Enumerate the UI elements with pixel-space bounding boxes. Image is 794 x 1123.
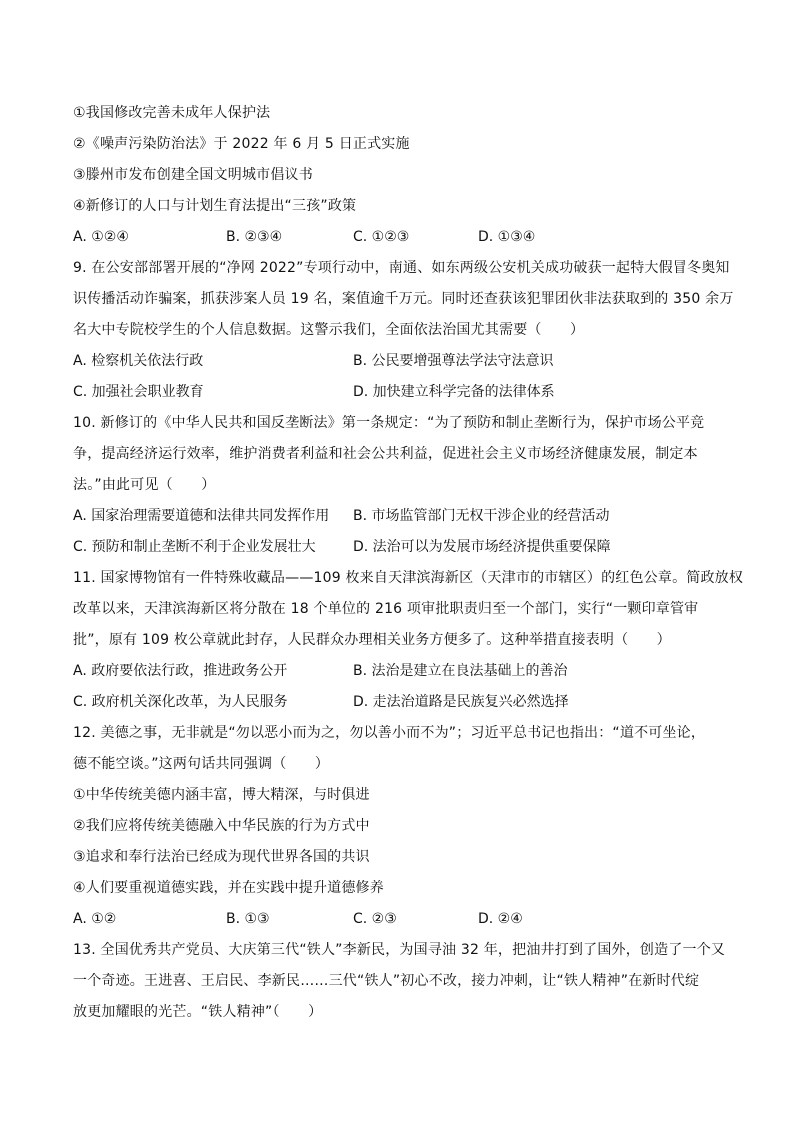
q10-stem-line-1: 10. 新修订的《中华人民共和国反垄断法》第一条规定：“为了预防和制止垄断行为，保护市场公平竞 [73,415,705,431]
q8-option-a: A. ①②④ [73,229,129,245]
q12-option-b: B. ①③ [226,911,270,927]
q8-option-c: C. ①②③ [353,229,410,245]
q12-item-3: ③追求和奉行法治已经成为现代世界各国的共识 [73,849,370,865]
q10-stem-line-3: 法。”由此可见（ ） [73,477,216,493]
q9-stem-line-2: 识传播活动诈骗案，抓获涉案人员 19 名，案值逾千万元。同时还查获该犯罪团伙非法获取到的 350 余万 [73,291,734,307]
q10-option-c: C. 预防和制止垄断不利于企业发展壮大 [73,539,316,555]
q11-option-d: D. 走法治道路是民族复兴必然选择 [353,694,569,710]
q12-option-d: D. ②④ [478,911,523,927]
q11-stem-line-1: 11. 国家博物馆有一件特殊收藏品——109 枚来自天津滨海新区（天津市的市辖区）的红色公章。简政放权 [73,570,744,586]
q12-item-1: ①中华传统美德内涵丰富，博大精深，与时俱进 [73,787,370,803]
q8-item-2: ②《噪声污染防治法》于 2022 年 6 月 5 日正式实施 [73,136,410,152]
q12-option-a: A. ①② [73,911,117,927]
q8-option-d: D. ①③④ [478,229,536,245]
q9-stem-line-1: 9. 在公安部部署开展的“净网 2022”专项行动中，南通、如东两级公安机关成功破获一起特大假冒冬奥知 [73,260,730,276]
q10-option-d: D. 法治可以为发展市场经济提供重要保障 [353,539,611,555]
q12-stem-line-2: 德不能空谈。”这两句话共同强调（ ） [73,756,330,772]
q8-item-4: ④新修订的人口与计划生育法提出“三孩”政策 [73,198,357,214]
q11-stem-line-2: 改革以来，天津滨海新区将分散在 18 个单位的 216 项审批职责归至一个部门，实行“一颗印章管审 [73,601,699,617]
q12-option-c: C. ②③ [353,911,397,927]
q11-stem-line-3: 批”，原有 109 枚公章就此封存，人民群众办理相关业务方便多了。这种举措直接表明（ ） [73,632,671,648]
q9-option-d: D. 加快建立科学完备的法律体系 [353,384,555,400]
q10-option-b: B. 市场监管部门无权干涉企业的经营活动 [353,508,610,524]
q9-option-a: A. 检察机关依法行政 [73,353,204,369]
q12-item-4: ④人们要重视道德实践，并在实践中提升道德修养 [73,880,384,896]
q11-option-b: B. 法治是建立在良法基础上的善治 [353,663,568,679]
q13-stem-line-2: 一个奇迹。王进喜、王启民、李新民……三代“铁人”初心不改，接力冲刺，让“铁人精神”在新时代绽 [73,973,700,989]
q11-option-c: C. 政府机关深化改革，为人民服务 [73,694,288,710]
q12-stem-line-1: 12. 美德之事，无非就是“勿以恶小而为之，勿以善小而不为”；习近平总书记也指出：“道不可坐论， [73,725,706,741]
q8-item-3: ③滕州市发布创建全国文明城市倡议书 [73,167,313,183]
q13-stem-line-1: 13. 全国优秀共产党员、大庆第三代“铁人”李新民，为国寻油 32 年，把油井打到了国外，创造了一个又 [73,942,726,958]
q9-stem-line-3: 名大中专院校学生的个人信息数据。这警示我们，全面依法治国尤其需要（ ） [73,322,585,338]
q13-stem-line-3: 放更加耀眼的光芒。“铁人精神”（ ） [73,1004,323,1020]
q12-item-2: ②我们应将传统美德融入中华民族的行为方式中 [73,818,370,834]
q10-option-a: A. 国家治理需要道德和法律共同发挥作用 [73,508,330,524]
q8-option-b: B. ②③④ [226,229,283,245]
q9-option-c: C. 加强社会职业教育 [73,384,204,400]
q10-stem-line-2: 争，提高经济运行效率，维护消费者利益和社会公共利益，促进社会主义市场经济健康发展，制定本 [73,446,698,462]
q9-option-b: B. 公民要增强尊法学法守法意识 [353,353,554,369]
q8-item-1: ①我国修改完善未成年人保护法 [73,105,271,121]
q11-option-a: A. 政府要依法行政，推进政务公开 [73,663,288,679]
